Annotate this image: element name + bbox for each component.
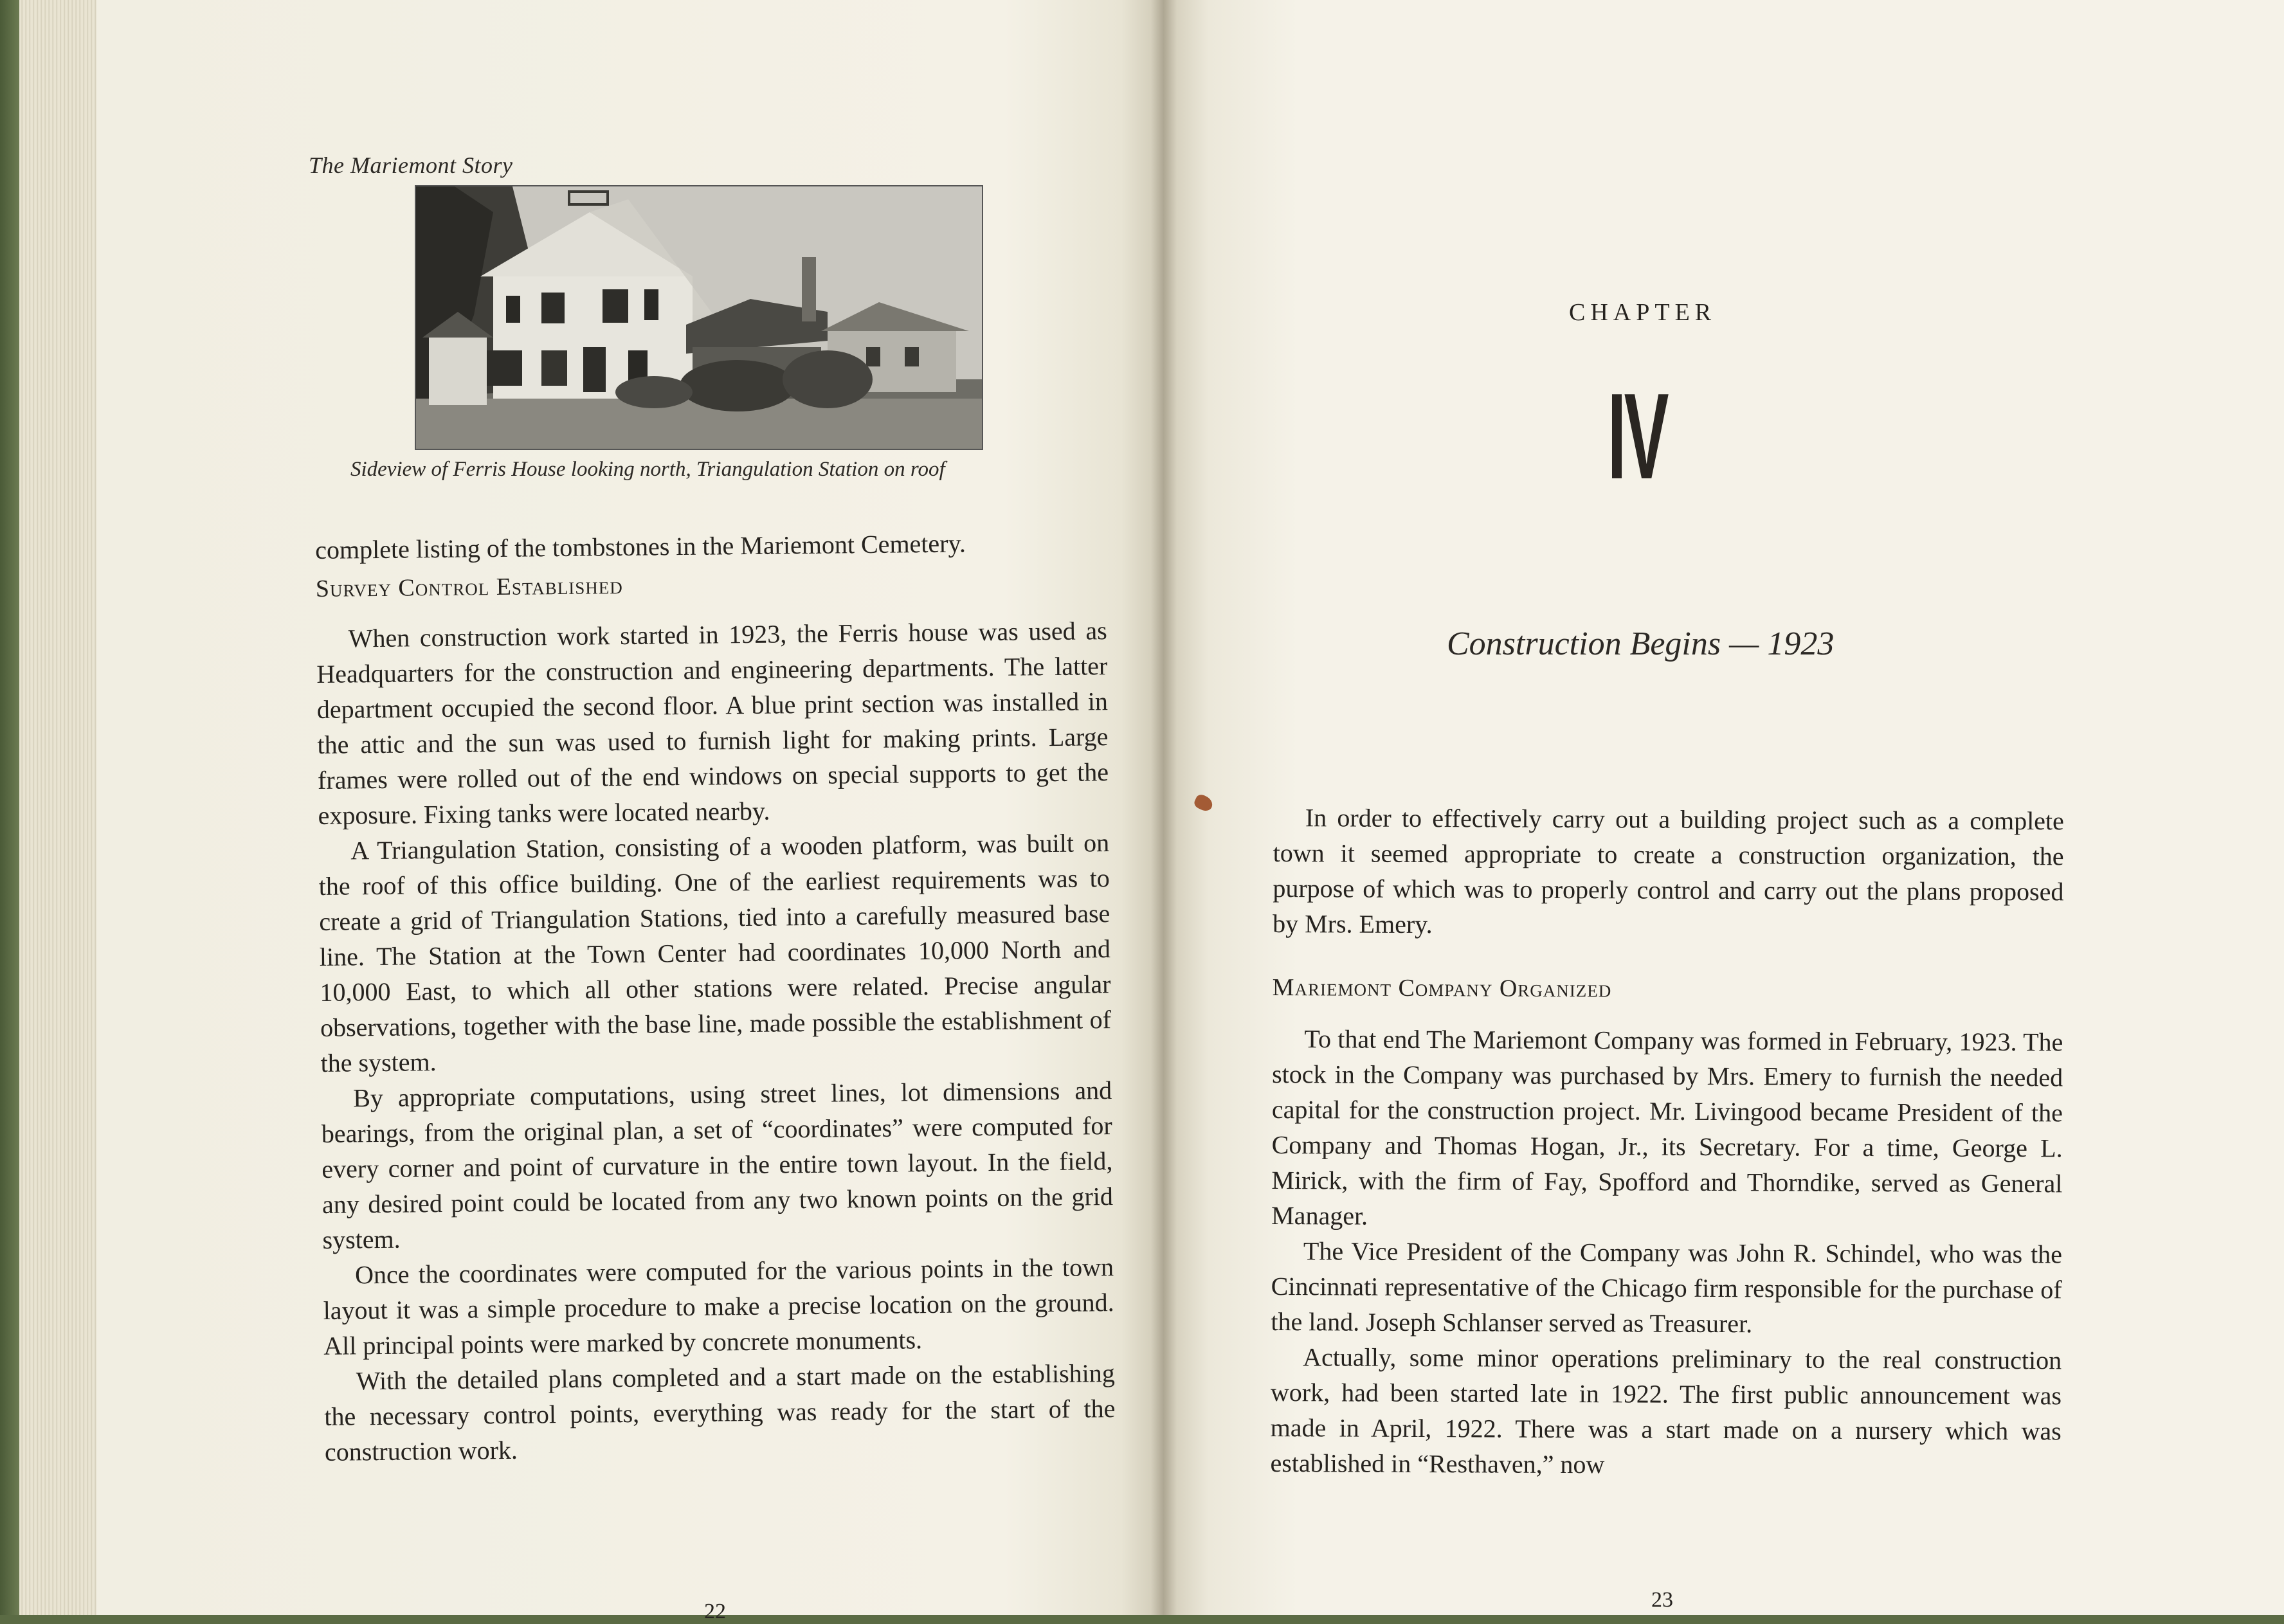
- left-page-body: [315, 524, 1116, 1470]
- paragraph: With the detailed plans completed and a start made on the establishing the necessary control points, everything was ready for the start of the construction work.: [324, 1358, 1116, 1466]
- section-subhead: Survey Control Established: [315, 572, 623, 602]
- paragraph: Once the coordinates were computed for the various points in the town layout it was a simple procedure to make a precise location on the ground. All principal points were marked by concrete monuments.: [323, 1252, 1114, 1360]
- photo-illustration: [416, 186, 982, 449]
- paragraph: The Vice President of the Company was John R. Schindel, who was the Cincinnati representative of the Chicago firm responsible for the purchase of the land. Joseph Schlanser served as Treasurer.: [1271, 1236, 2063, 1339]
- chapter-number: IV: [1608, 368, 1667, 505]
- paragraph: When construction work started in 1923, the Ferris house was used as Headquarters for the construction and engineering departments. The latter department occupied the second floor. A blue print section was installed in the attic and the sun was used to furnish light for making prints. Large frames were rolled out of the end windows on special supports to get the exposure. Fixing tanks were located nearby.: [316, 616, 1109, 830]
- gutter-shadow: [1151, 0, 1177, 1615]
- ferris-house-photo: [415, 185, 983, 450]
- page-edges: [19, 0, 96, 1615]
- paragraph: A Triangulation Station, consisting of a wooden platform, was built on the roof of this office building. One of the earliest requirements was to create a grid of Triangulation Stations, tied into a carefully measured base line. The Station at the Town Center had coordinates 10,000 North and 10,000 East, to which all other stations were related. Precise angular observations, together with the base line, made possible the establishment of the system.: [318, 828, 1112, 1078]
- right-page-body: [1270, 800, 2064, 1484]
- chapter-label: CHAPTER: [1569, 299, 1717, 326]
- paragraph: complete listing of the tombstones in the Mariemont Cemetery.: [315, 528, 966, 564]
- paragraph: In order to effectively carry out a building project such as a complete town it seemed appropriate to create a construction organization, the purpose of which was to properly control and carry out the plans proposed by Mrs. Emery.: [1273, 803, 2064, 939]
- page-number-left: 22: [704, 1600, 726, 1623]
- paragraph: To that end The Mariemont Company was formed in February, 1923. The stock in the Company was purchased by Mrs. Emery to furnish the needed capital for the construction project. Mr. Livingood became President of the Company and Thomas Hogan, Jr., its Secretary. For a time, George L. Mirick, with the firm of Fay, Spofford and Thorndike, served as General Manager.: [1271, 1024, 2063, 1231]
- section-subhead: Mariemont Company Organized: [1272, 973, 1612, 1003]
- paragraph: By appropriate computations, using street lines, lot dimensions and bearings, from the original plan, a set of “coordinates” were computed for every corner and point of curvature in the entire town layout. In the field, any desired point could be located from any two known points on the grid system.: [321, 1076, 1114, 1254]
- chapter-title: Construction Begins — 1923: [1447, 626, 1835, 662]
- running-head: The Mariemont Story: [309, 152, 513, 178]
- page-number-right: 23: [1651, 1588, 1673, 1612]
- paragraph: Actually, some minor operations preliminary to the real construction work, had been started late in 1922. The first public announcement was made in April, 1922. There was a start made on a nursery which was established in “Resthaven,” now: [1270, 1342, 2062, 1479]
- photo-caption: Sideview of Ferris House looking north, Triangulation Station on roof: [350, 458, 945, 481]
- book-cover-edge: [0, 0, 19, 1615]
